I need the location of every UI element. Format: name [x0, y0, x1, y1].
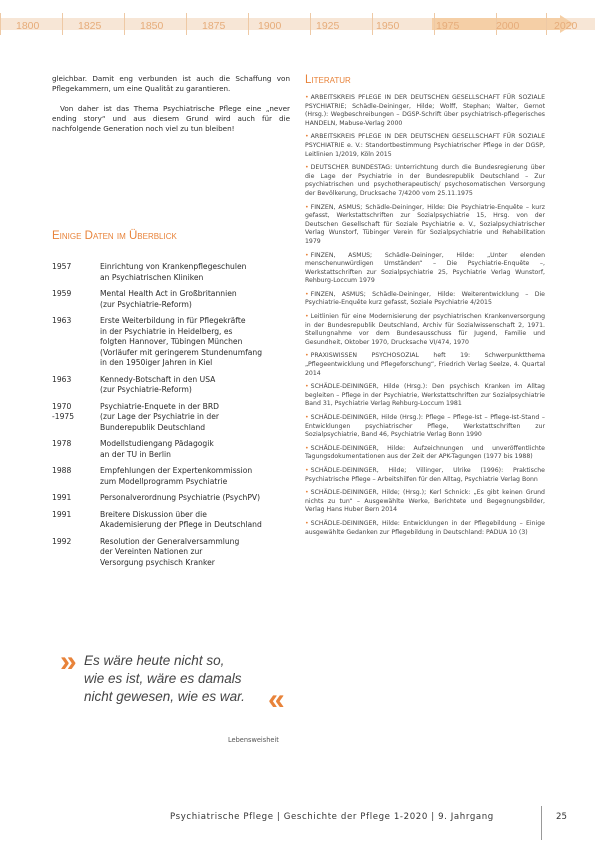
date-row	[52, 262, 292, 283]
date-year: 1970 -1975	[52, 401, 75, 421]
intro-paragraph: gleichbar. Damit eng verbunden ist auch die Schaffung von Pflegekammern, um eine Qualität zu garantieren.	[52, 74, 290, 93]
literature-heading: Literatur	[305, 74, 351, 86]
literature-text: SCHÄDLE-DEININGER, Hilde; Villinger, Ulrike (1996): Praktische Psychiatrische Pflege – Arbeitshilfen für den Alltag, Psychiatrie Verlag Bonn	[305, 466, 545, 483]
date-year: 1959	[52, 289, 72, 298]
bullet-icon: •	[305, 203, 309, 211]
bullet-icon: •	[305, 352, 309, 360]
literature-item	[305, 164, 545, 198]
literature-text: PRAXISWISSEN PSYCHOSOZIAL heft 19: Schwerpunktthema „Pflegeentwicklung und Pflegeforschung“, Friedrich Verlag Seelze, 4. Quartal 2014	[305, 352, 545, 377]
date-text: Resolution der Generalversammlung der Vereinten Nationen zur Versorgung psychisch Kranker	[100, 536, 240, 567]
date-year: 1991	[52, 509, 72, 519]
bullet-icon: •	[305, 466, 309, 474]
literature-text: SCHÄDLE-DEININGER, Hilde: Aufzeichnungen und unveröffentlichte Tagungsdokumentationen aus der Zeit der APK-Tagungen (1977 bis 1988)	[305, 444, 545, 461]
bullet-icon: •	[305, 251, 309, 259]
literature-item	[305, 313, 545, 347]
date-year: 1963	[52, 374, 72, 384]
date-year: 1991	[52, 493, 72, 502]
timeline-year: 1975	[436, 20, 460, 32]
timeline-tick	[434, 13, 435, 35]
date-row	[52, 289, 292, 310]
literature-item	[305, 489, 545, 515]
timeline-tick	[186, 13, 187, 35]
quote-source: Lebensweisheit	[228, 736, 279, 744]
date-year: 1957	[52, 262, 72, 271]
date-row	[52, 316, 292, 369]
bullet-icon: •	[305, 313, 309, 321]
bullet-icon: •	[305, 414, 309, 421]
literature-item	[305, 445, 545, 462]
date-row	[52, 466, 292, 487]
timeline-tick	[62, 13, 63, 35]
literature-text: ARBEITSKREIS PFLEGE IN DER DEUTSCHEN GESELLSCHAFT FÜR SOZIALE PSYCHIATRIE; Schädle-Deininger, Hilde; Wolff, Stephan; Walter, Gernot (Hrsg.): Wegbeschreibungen – DGSP-Schrift über psychiatrisch-pflegerisches HANDELN, Mabuse-Verlag 2000	[305, 94, 545, 127]
date-text: Modellstudiengang Pädagogik an der TU in Berlin	[100, 439, 214, 459]
timeline-year: 2000	[496, 20, 520, 32]
literature-item	[305, 252, 545, 286]
date-row	[52, 439, 292, 460]
bullet-icon: •	[305, 383, 309, 391]
literature-item	[305, 133, 545, 159]
date-row	[52, 402, 292, 434]
timeline-tick	[124, 13, 125, 35]
timeline-year: 1825	[78, 20, 102, 32]
timeline-banner	[0, 0, 595, 36]
literature-item	[305, 383, 545, 409]
literature-item	[305, 520, 545, 537]
quote-open-icon: »	[60, 645, 77, 678]
date-text: Breitere Diskussion über die Akademisierung der Pflege in Deutschland	[100, 509, 262, 529]
bullet-icon: •	[305, 444, 309, 452]
date-year: 1992	[52, 536, 72, 546]
bullet-icon: •	[305, 519, 309, 527]
date-text: Einrichtung von Krankenpflegeschulen an Psychiatrischen Kliniken	[100, 262, 247, 282]
bullet-icon: •	[305, 290, 309, 298]
timeline-year: 1875	[202, 20, 226, 32]
timeline-tick	[310, 13, 311, 35]
literature-text: FINZEN, ASMUS; Schädle-Deininger, Hilde: Weiterentwicklung – Die Psychiatrie-Enquête kurz gefasst, Soziale Psychiatrie 4/2015	[305, 290, 545, 307]
date-year: 1963	[52, 316, 72, 325]
date-row	[52, 537, 292, 569]
date-row	[52, 375, 292, 396]
literature-section	[305, 74, 545, 542]
date-row	[52, 493, 292, 504]
literature-text: SCHÄDLE-DEININGER, Hilde; (Hrsg.); Kerl Schnick: „Es gibt keinen Grund nichts zu tun“ – Ausgewählte Werke, Berichtete und Begegnungsbilder, Verlag Hans Huber Bern 2014	[305, 489, 545, 514]
overview-heading: Einige Daten im Überblick	[52, 230, 177, 242]
timeline-year: 1925	[316, 20, 340, 32]
literature-text: Leitlinien für eine Modernisierung der psychiatrischen Krankenversorgung in der Bundesrepublik Deutschland, Archiv für Sozialwissenschaft 2, 1971. Stellungnahme vor dem Bundesausschuss für Jugend, Familie und Gesundheit, Oktober 1970, Drucksache VI/474, 1970	[305, 313, 545, 346]
timeline-tick	[248, 13, 249, 35]
literature-text: SCHÄDLE-DEININGER, Hilde (Hrsg.): Den psychisch Kranken im Alltag begleiten – Pflege in der Psychiatrie, Werkstattschriften zur Sozialpsychiatrie Band 31, Psychiatrie Verlag Rehburg-Loccum 1981	[305, 383, 545, 408]
literature-text: DEUTSCHER BUNDESTAG: Unterrichtung durch die Bundesregierung über die Lage der Psychiatrie in der Bundesrepublik Deutschland – Zur psychiatrischen und psychotherapeutisch/ psychosomatischen Versorgung der Bevölkerung, Drucksache 7/4200 vom 25.11.1975	[305, 164, 545, 197]
literature-item	[305, 352, 545, 378]
quote-close-icon: «	[268, 683, 285, 716]
bullet-icon: •	[305, 489, 309, 497]
intro-paragraph: Von daher ist das Thema Psychiatrische Pflege eine „never ending story“ und aus diesem Grund wird auch für die nachfolgende Generation noch viel zu tun bleiben!	[52, 104, 290, 133]
footer-text: Psychiatrische Pflege | Geschichte der Pflege 1-2020 | 9. Jahrgang	[170, 812, 494, 822]
literature-item	[305, 94, 545, 128]
page-number: 25	[556, 812, 567, 822]
timeline-tick	[546, 13, 547, 35]
literature-item	[305, 291, 545, 308]
literature-item	[305, 467, 545, 484]
date-text: Psychiatrie-Enquete in der BRD (zur Lage der Psychiatrie in der Bunderepublik Deutschland	[100, 401, 220, 432]
literature-text: FINZEN, ASMUS; Schädle-Deininger, Hilde: Die Psychiatrie-Enquête – kurz gefasst, Werkstattschriften zur Sozialpsychiatrie 15, Hrsg. von der Deutschen Gesellschaft für Soziale Psychiatrie e. V., Sozialpsychiatrischer Verlag Wunstorf, Tübinger Verein für Sozialpsychiatrie und Rehabilitation 1979	[305, 203, 545, 245]
literature-item	[305, 204, 545, 247]
timeline-tick	[0, 13, 1, 35]
date-year: 1988	[52, 466, 72, 475]
date-text: Empfehlungen der Expertenkommission zum Modellprogramm Psychiatrie	[100, 466, 253, 486]
bullet-icon: •	[305, 164, 309, 172]
date-text: Mental Health Act in Großbritannien (zur Psychiatrie-Reform)	[100, 289, 237, 309]
date-text: Kennedy-Botschaft in den USA (zur Psychiatrie-Reform)	[100, 374, 216, 394]
timeline-year: 2020	[554, 20, 578, 32]
date-year: 1978	[52, 439, 72, 448]
overview-date-list	[52, 262, 292, 574]
date-text: Personalverordnung Psychiatrie (PsychPV)	[100, 493, 261, 502]
bullet-icon: •	[305, 133, 309, 141]
intro-text	[52, 74, 290, 144]
pull-quote	[60, 645, 292, 720]
timeline-year: 1900	[258, 20, 282, 32]
timeline-year: 1800	[16, 20, 40, 32]
literature-item	[305, 414, 545, 440]
literature-text: SCHÄDLE-DEININGER, Hilde: Entwicklungen in der Pflegebildung – Einige ausgewählte Gedanken zur Pflegebildung in Deutschland: PADUA 10 (3)	[305, 519, 545, 536]
timeline-year: 1950	[376, 20, 400, 32]
footer-divider	[541, 806, 542, 840]
date-text: Erste Weiterbildung in für Pflegekräfte in der Psychiatrie in Heidelberg, es folgten Hannover, Tübingen München (Vorläufer mit geringerem Stundenumfang in den 1950iger Jahren in Kiel	[100, 316, 263, 367]
literature-text: SCHÄDLE-DEININGER, Hilde (Hrsg.): Pflege – Pflege-Ist – Pflege-Ist-Stand – Entwicklungen psychiatrischer Pflege, Werkstattschriften zur Sozialpsychiatrie, Band 46, Psychiatrie Verlag Bonn 1990	[305, 414, 545, 439]
literature-text: FINZEN, ASMUS; Schädle-Deininger, Hilde: „Unter elenden menschenunwürdigen Umständen“ – Die Psychiatrie-Enquête –, Werkstattschriften zur Sozialpsychiatrie 25, Psychiatrie Verlag Wunstorf, Rehburg-Loccum 1979	[305, 251, 545, 285]
bullet-icon: •	[305, 94, 309, 101]
timeline-tick	[372, 13, 373, 35]
timeline-year: 1850	[140, 20, 164, 32]
literature-text: ARBEITSKREIS PFLEGE IN DER DEUTSCHEN GESELLSCHAFT FÜR SOZIALE PSYCHIATRIE e. V.: Standortbestimmung Psychiatrischer Pflege in der DGSP, Leitlinien 1/2019, Köln 2015	[305, 133, 545, 158]
date-row	[52, 510, 292, 531]
quote-text: Es wäre heute nicht so, wie es ist, wäre es damals nicht gewesen, wie es war.	[84, 653, 245, 704]
